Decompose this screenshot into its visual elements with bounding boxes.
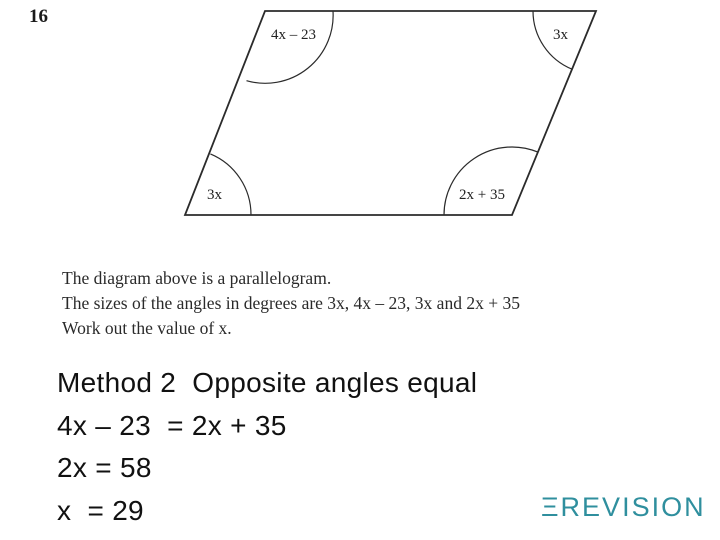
- question-line-2: The sizes of the angles in degrees are 3x, 4x – 23, 3x and 2x + 35: [62, 293, 520, 313]
- question-line-1: The diagram above is a parallelogram.: [62, 268, 332, 288]
- question-line-3: Work out the value of x.: [62, 318, 232, 338]
- revision-logo: ΞREVISION: [541, 492, 706, 522]
- solution-heading: Method 2 Opposite angles equal: [57, 367, 478, 398]
- solution-step-3: x = 29: [57, 494, 144, 526]
- solution-step-2: 2x = 58: [57, 452, 152, 483]
- angle-label-top-left: 4x – 23: [271, 27, 316, 43]
- angle-label-bottom-right: 2x + 35: [459, 187, 505, 203]
- angle-arc-bottom-left: [210, 154, 251, 215]
- parallelogram-shape: [185, 11, 596, 215]
- solution-block: [57, 362, 477, 532]
- angle-label-top-right: 3x: [553, 27, 568, 43]
- question-text: [62, 266, 520, 341]
- angle-arc-top-left: [247, 11, 334, 83]
- angle-arc-bottom-right: [444, 147, 538, 215]
- question-number: 16: [29, 6, 48, 27]
- solution-step-1: 4x – 23 = 2x + 35: [57, 409, 287, 441]
- angle-label-bottom-left: 3x: [207, 187, 222, 203]
